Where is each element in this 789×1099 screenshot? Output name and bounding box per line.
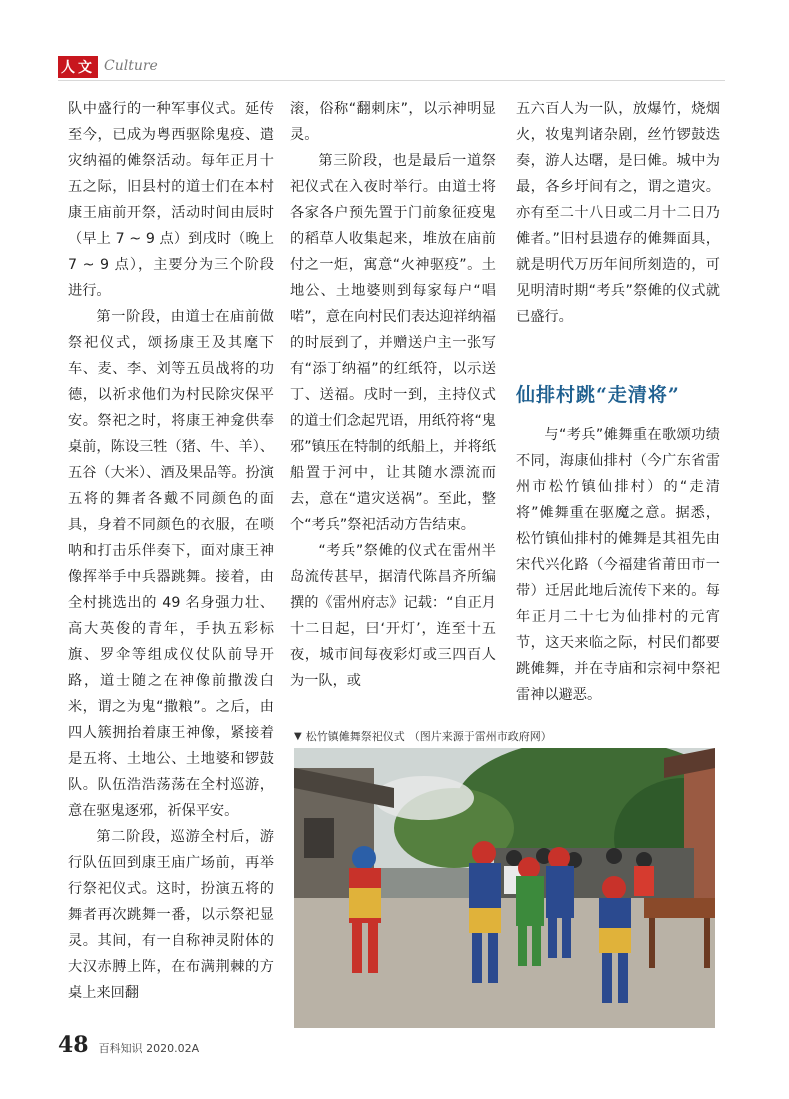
article-column-2 bbox=[290, 96, 496, 694]
section-english-label: Culture bbox=[104, 58, 158, 74]
page-number: 48 bbox=[58, 1032, 89, 1058]
caption-text: 松竹镇傩舞祭祀仪式 bbox=[305, 730, 405, 743]
paragraph: 滚，俗称“翻刺床”，以示神明显灵。 bbox=[290, 101, 496, 143]
paragraph: 第三阶段，也是最后一道祭祀仪式在入夜时举行。由道士将各家各户预先置于门前象征疫鬼的稻草人收集起来，堆放在庙前付之一炬，寓意“火神驱疫”。土地公、土地婆则到每家每户“唱喏”，意在向村民们表达迎祥纳福的时辰到了，并赠送户主一张写有“添丁纳福”的红纸符，以示送丁、送福。戌时一到，主持仪式的道士们念起咒语，用纸符将“鬼邪”镇压在特制的纸船上，并将纸船置于河中，让其随水漂流而去，意在“遣灾送祸”。至此，整个“考兵”祭祀活动方告结束。 bbox=[290, 153, 496, 533]
header-divider bbox=[58, 80, 725, 81]
caption-source: （图片来源于雷州市政府网） bbox=[408, 730, 552, 743]
magazine-issue: 百科知识 2020.02A bbox=[98, 1042, 200, 1055]
ritual-photo bbox=[294, 748, 715, 1028]
page-footer bbox=[58, 1032, 199, 1058]
paragraph: 第二阶段，巡游全村后，游行队伍回到康王庙广场前，再举行祭祀仪式。这时，扮演五将的舞者再次跳舞一番，以示祭祀显灵。其间，有一自称神灵附体的大汉赤膊上阵，在布满荆棘的方桌上来回翻 bbox=[68, 829, 274, 1001]
photo-caption bbox=[294, 728, 552, 744]
article-column-3-continued bbox=[516, 422, 720, 708]
triangle-down-icon: ▼ bbox=[294, 730, 302, 742]
section-heading: 仙排村跳“走清将” bbox=[516, 384, 680, 406]
ritual-scene-image bbox=[294, 748, 715, 1028]
section-badge: 人文 bbox=[58, 56, 98, 78]
article-column-1 bbox=[68, 96, 274, 1006]
paragraph: 五六百人为一队，放爆竹，烧烟火，妆鬼判诸杂剧，丝竹锣鼓迭奏，游人达曙，是曰傩。城中为最，各乡圩间有之，谓之遣灾。亦有至二十八日或二月十二日乃傩者。”旧村县遗存的傩舞面具，就是明代万历年间所刻造的，可见明清时期“考兵”祭傩的仪式就已盛行。 bbox=[516, 101, 720, 325]
article-column-3 bbox=[516, 96, 720, 330]
paragraph: “考兵”祭傩的仪式在雷州半岛流传甚早，据清代陈昌齐所编撰的《雷州府志》记载：“自正月十二日起，曰‘开灯’，连至十五夜，城市间每夜彩灯或三四百人为一队，或 bbox=[290, 543, 496, 689]
paragraph: 队中盛行的一种军事仪式。延传至今，已成为粤西驱除鬼疫、遣灾纳福的傩祭活动。每年正月十五之际，旧县村的道士们在本村康王庙前开祭，活动时间由辰时（早上 7 ~ 9 点）到戌时（晚上 7 ~ 9 点），主要分为三个阶段进行。 bbox=[68, 101, 274, 299]
paragraph: 第一阶段，由道士在庙前做祭祀仪式，颂扬康王及其麾下车、麦、李、刘等五员战将的功德，以祈求他们为村民除灾保平安。祭祀之时，将康王神龛供奉桌前，陈设三牲（猪、牛、羊）、五谷（大米）、酒及果品等。扮演五将的舞者各戴不同颜色的面具，身着不同颜色的衣服，在唢呐和打击乐伴奏下，面对康王神像挥举手中兵器跳舞。接着，由全村挑选出的 49 名身强力壮、高大英俊的青年，手执五彩标旗、罗伞等组成仪仗队前导开路，道士随之在神像前撒泼白米，谓之为鬼“撒粮”。之后，由四人簇拥抬着康王神像，紧接着是五将、土地公、土地婆和锣鼓队。队伍浩浩荡荡在全村巡游，意在驱鬼逐邪，祈保平安。 bbox=[68, 309, 274, 819]
paragraph: 与“考兵”傩舞重在歌颂功绩不同，海康仙排村（今广东省雷州市松竹镇仙排村）的“走清将”傩舞重在驱魔之意。据悉，松竹镇仙排村的傩舞是其祖先由宋代兴化路（今福建省莆田市一带）迁居此地后流传下来的。每年正月二十七为仙排村的元宵节，这天来临之际，村民们都要跳傩舞，并在寺庙和宗祠中祭祀雷神以避恶。 bbox=[516, 427, 720, 703]
